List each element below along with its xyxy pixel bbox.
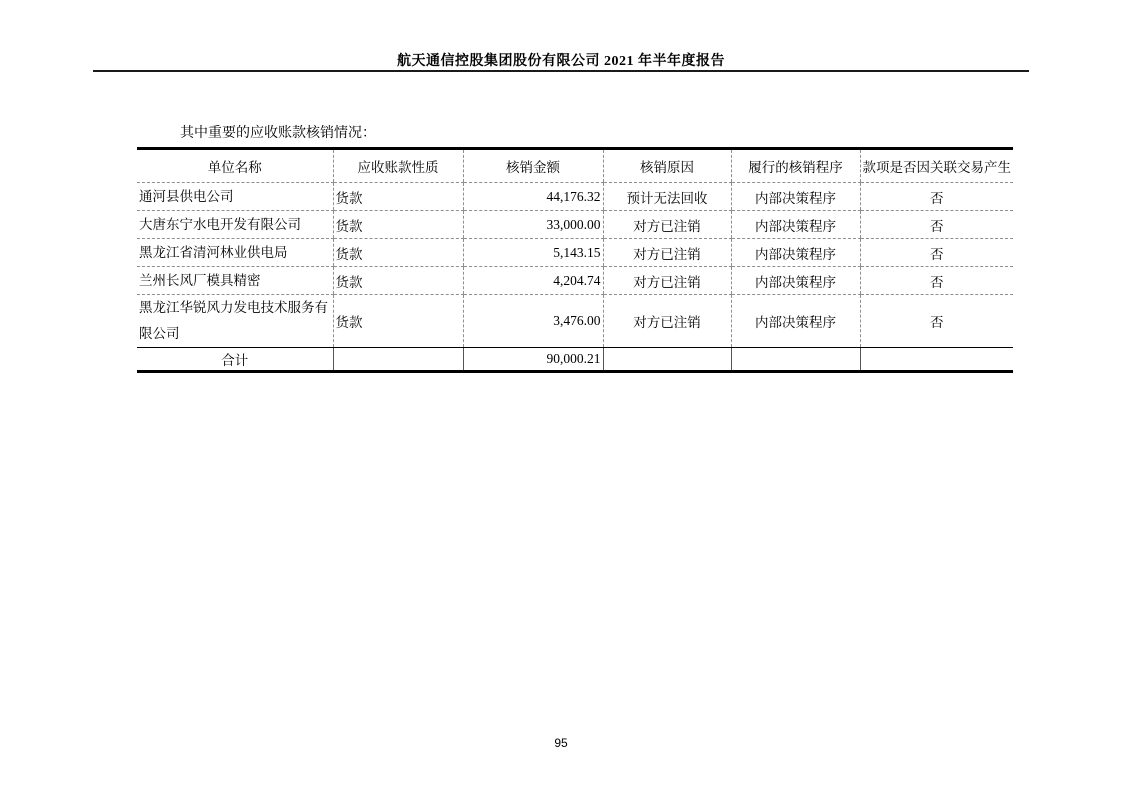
cell-unit-name: 黑龙江华锐风力发电技术服务有限公司 bbox=[137, 295, 333, 348]
table-row bbox=[137, 267, 1013, 295]
cell-related: 否 bbox=[860, 183, 1013, 211]
col-header-unit-name: 单位名称 bbox=[137, 149, 333, 183]
cell-nature: 货款 bbox=[333, 211, 463, 239]
receivables-writeoff-table bbox=[137, 147, 1013, 373]
header-divider bbox=[93, 70, 1029, 72]
cell-nature: 货款 bbox=[333, 267, 463, 295]
cell-related: 否 bbox=[860, 239, 1013, 267]
table-row bbox=[137, 239, 1013, 267]
table-row bbox=[137, 211, 1013, 239]
total-amount-cell: 90,000.21 bbox=[463, 348, 603, 372]
report-header-title: 航天通信控股集团股份有限公司 2021 年半年度报告 bbox=[397, 54, 725, 69]
cell-reason: 对方已注销 bbox=[603, 239, 731, 267]
cell-procedure: 内部决策程序 bbox=[731, 211, 860, 239]
cell-nature: 货款 bbox=[333, 295, 463, 348]
cell-related: 否 bbox=[860, 211, 1013, 239]
col-header-reason: 核销原因 bbox=[603, 149, 731, 183]
cell-reason: 对方已注销 bbox=[603, 295, 731, 348]
cell-nature: 货款 bbox=[333, 239, 463, 267]
cell-procedure: 内部决策程序 bbox=[731, 267, 860, 295]
cell-reason: 预计无法回收 bbox=[603, 183, 731, 211]
cell-unit-name: 通河县供电公司 bbox=[137, 183, 333, 211]
cell-amount: 4,204.74 bbox=[463, 267, 603, 295]
cell-unit-name: 兰州长风厂模具精密 bbox=[137, 267, 333, 295]
page-number: 95 bbox=[554, 736, 568, 750]
table-row bbox=[137, 295, 1013, 348]
cell-reason: 对方已注销 bbox=[603, 267, 731, 295]
total-nature-cell bbox=[333, 348, 463, 372]
cell-amount: 5,143.15 bbox=[463, 239, 603, 267]
cell-unit-name: 大唐东宁水电开发有限公司 bbox=[137, 211, 333, 239]
total-related-cell bbox=[860, 348, 1013, 372]
table-header-row bbox=[137, 149, 1013, 183]
table-total-row bbox=[137, 348, 1013, 372]
cell-procedure: 内部决策程序 bbox=[731, 183, 860, 211]
cell-related: 否 bbox=[860, 295, 1013, 348]
total-reason-cell bbox=[603, 348, 731, 372]
col-header-nature: 应收账款性质 bbox=[333, 149, 463, 183]
cell-nature: 货款 bbox=[333, 183, 463, 211]
total-label: 合计 bbox=[221, 353, 249, 368]
section-intro-text: 其中重要的应收账款核销情况： bbox=[180, 126, 376, 141]
table-row bbox=[137, 183, 1013, 211]
col-header-amount: 核销金额 bbox=[463, 149, 603, 183]
total-procedure-cell bbox=[731, 348, 860, 372]
cell-unit-name: 黑龙江省清河林业供电局 bbox=[137, 239, 333, 267]
cell-procedure: 内部决策程序 bbox=[731, 295, 860, 348]
col-header-procedure: 履行的核销程序 bbox=[731, 149, 860, 183]
cell-procedure: 内部决策程序 bbox=[731, 239, 860, 267]
cell-amount: 44,176.32 bbox=[463, 183, 603, 211]
col-header-related: 款项是否因关联交易产生 bbox=[860, 149, 1013, 183]
cell-amount: 33,000.00 bbox=[463, 211, 603, 239]
cell-amount: 3,476.00 bbox=[463, 295, 603, 348]
cell-related: 否 bbox=[860, 267, 1013, 295]
cell-reason: 对方已注销 bbox=[603, 211, 731, 239]
